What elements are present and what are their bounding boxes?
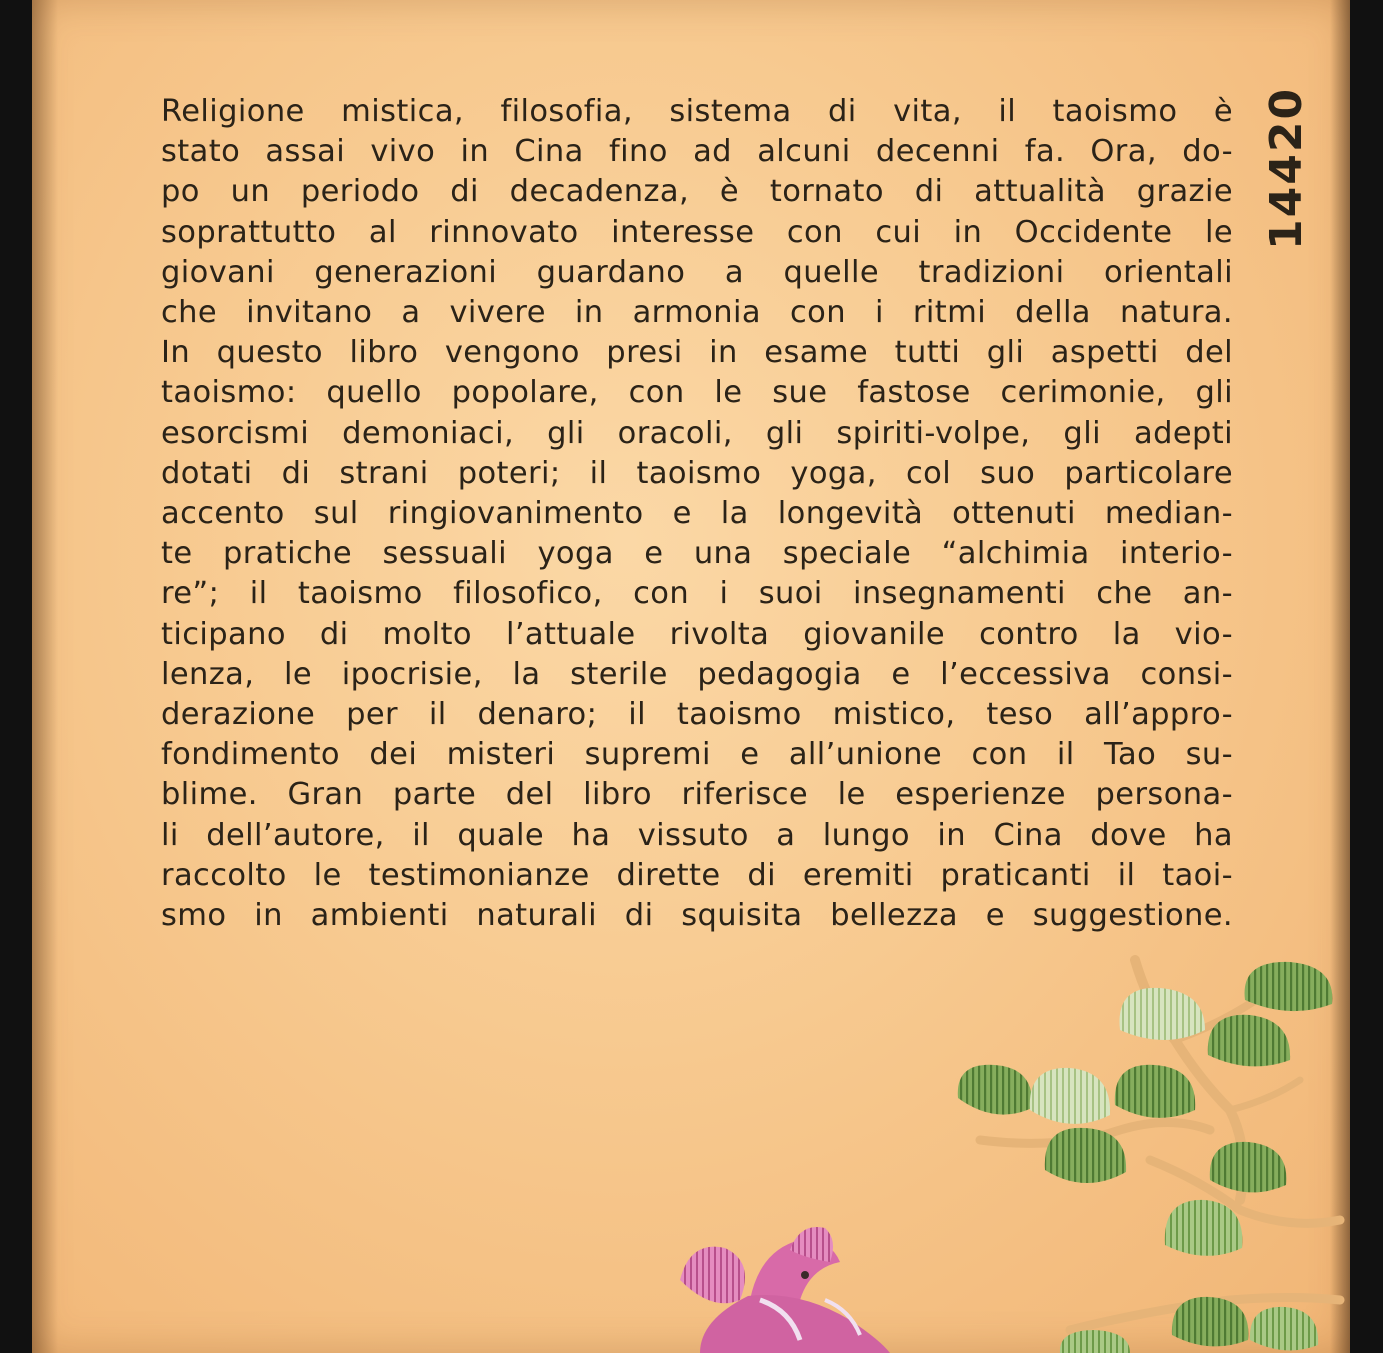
blurb-line: dotati di strani poteri; il taoismo yoga, col suo particolare — [161, 455, 1233, 491]
blurb-line: soprattutto al rinnovato interesse con cui in Occidente le — [161, 214, 1233, 250]
blurb-line: te pratiche sessuali yoga e una speciale “alchimia interio- — [161, 536, 1233, 572]
blurb-text — [161, 92, 1233, 936]
blurb-line: lenza, le ipocrisie, la sterile pedagogia e l’eccessiva consi- — [161, 656, 1233, 692]
blurb-line: ticipano di molto l’attuale rivolta giovanile contro la vio- — [161, 616, 1233, 652]
blurb-line: accento sul ringiovanimento e la longevità ottenuti median- — [161, 496, 1233, 532]
blurb-line: raccolto le testimonianze dirette di eremiti praticanti il taoi- — [161, 857, 1233, 893]
blurb-line: re”; il taoismo filosofico, con i suoi insegnamenti che an- — [161, 576, 1233, 612]
blurb-line: li dell’autore, il quale ha vissuto a lungo in Cina dove ha — [161, 817, 1233, 853]
blurb-line: derazione per il denaro; il taoismo mistico, teso all’appro- — [161, 697, 1233, 733]
blurb-line: In questo libro vengono presi in esame tutti gli aspetti del — [161, 335, 1233, 371]
blurb-line: giovani generazioni guardano a quelle tradizioni orientali — [161, 254, 1233, 290]
blurb-line: fondimento dei misteri supremi e all’unione con il Tao su- — [161, 737, 1233, 773]
blurb-line: che invitano a vivere in armonia con i ritmi della natura. — [161, 295, 1233, 331]
blurb-line: esorcismi demoniaci, gli oracoli, gli spiriti-volpe, gli adepti — [161, 415, 1233, 451]
blurb-line: smo in ambienti naturali di squisita bellezza e suggestione. — [161, 898, 1233, 934]
blurb-line: Religione mistica, filosofia, sistema di vita, il taoismo è — [161, 94, 1233, 129]
blurb-line: po un periodo di decadenza, è tornato di attualità grazie — [161, 174, 1233, 210]
blurb-line: stato assai vivo in Cina fino ad alcuni decenni fa. Ora, do- — [161, 134, 1233, 170]
blurb-line: taoismo: quello popolare, con le sue fastose cerimonie, gli — [161, 375, 1233, 411]
blurb-line: blime. Gran parte del libro riferisce le esperienze persona- — [161, 777, 1233, 813]
catalog-number: 14420 — [1261, 86, 1312, 250]
